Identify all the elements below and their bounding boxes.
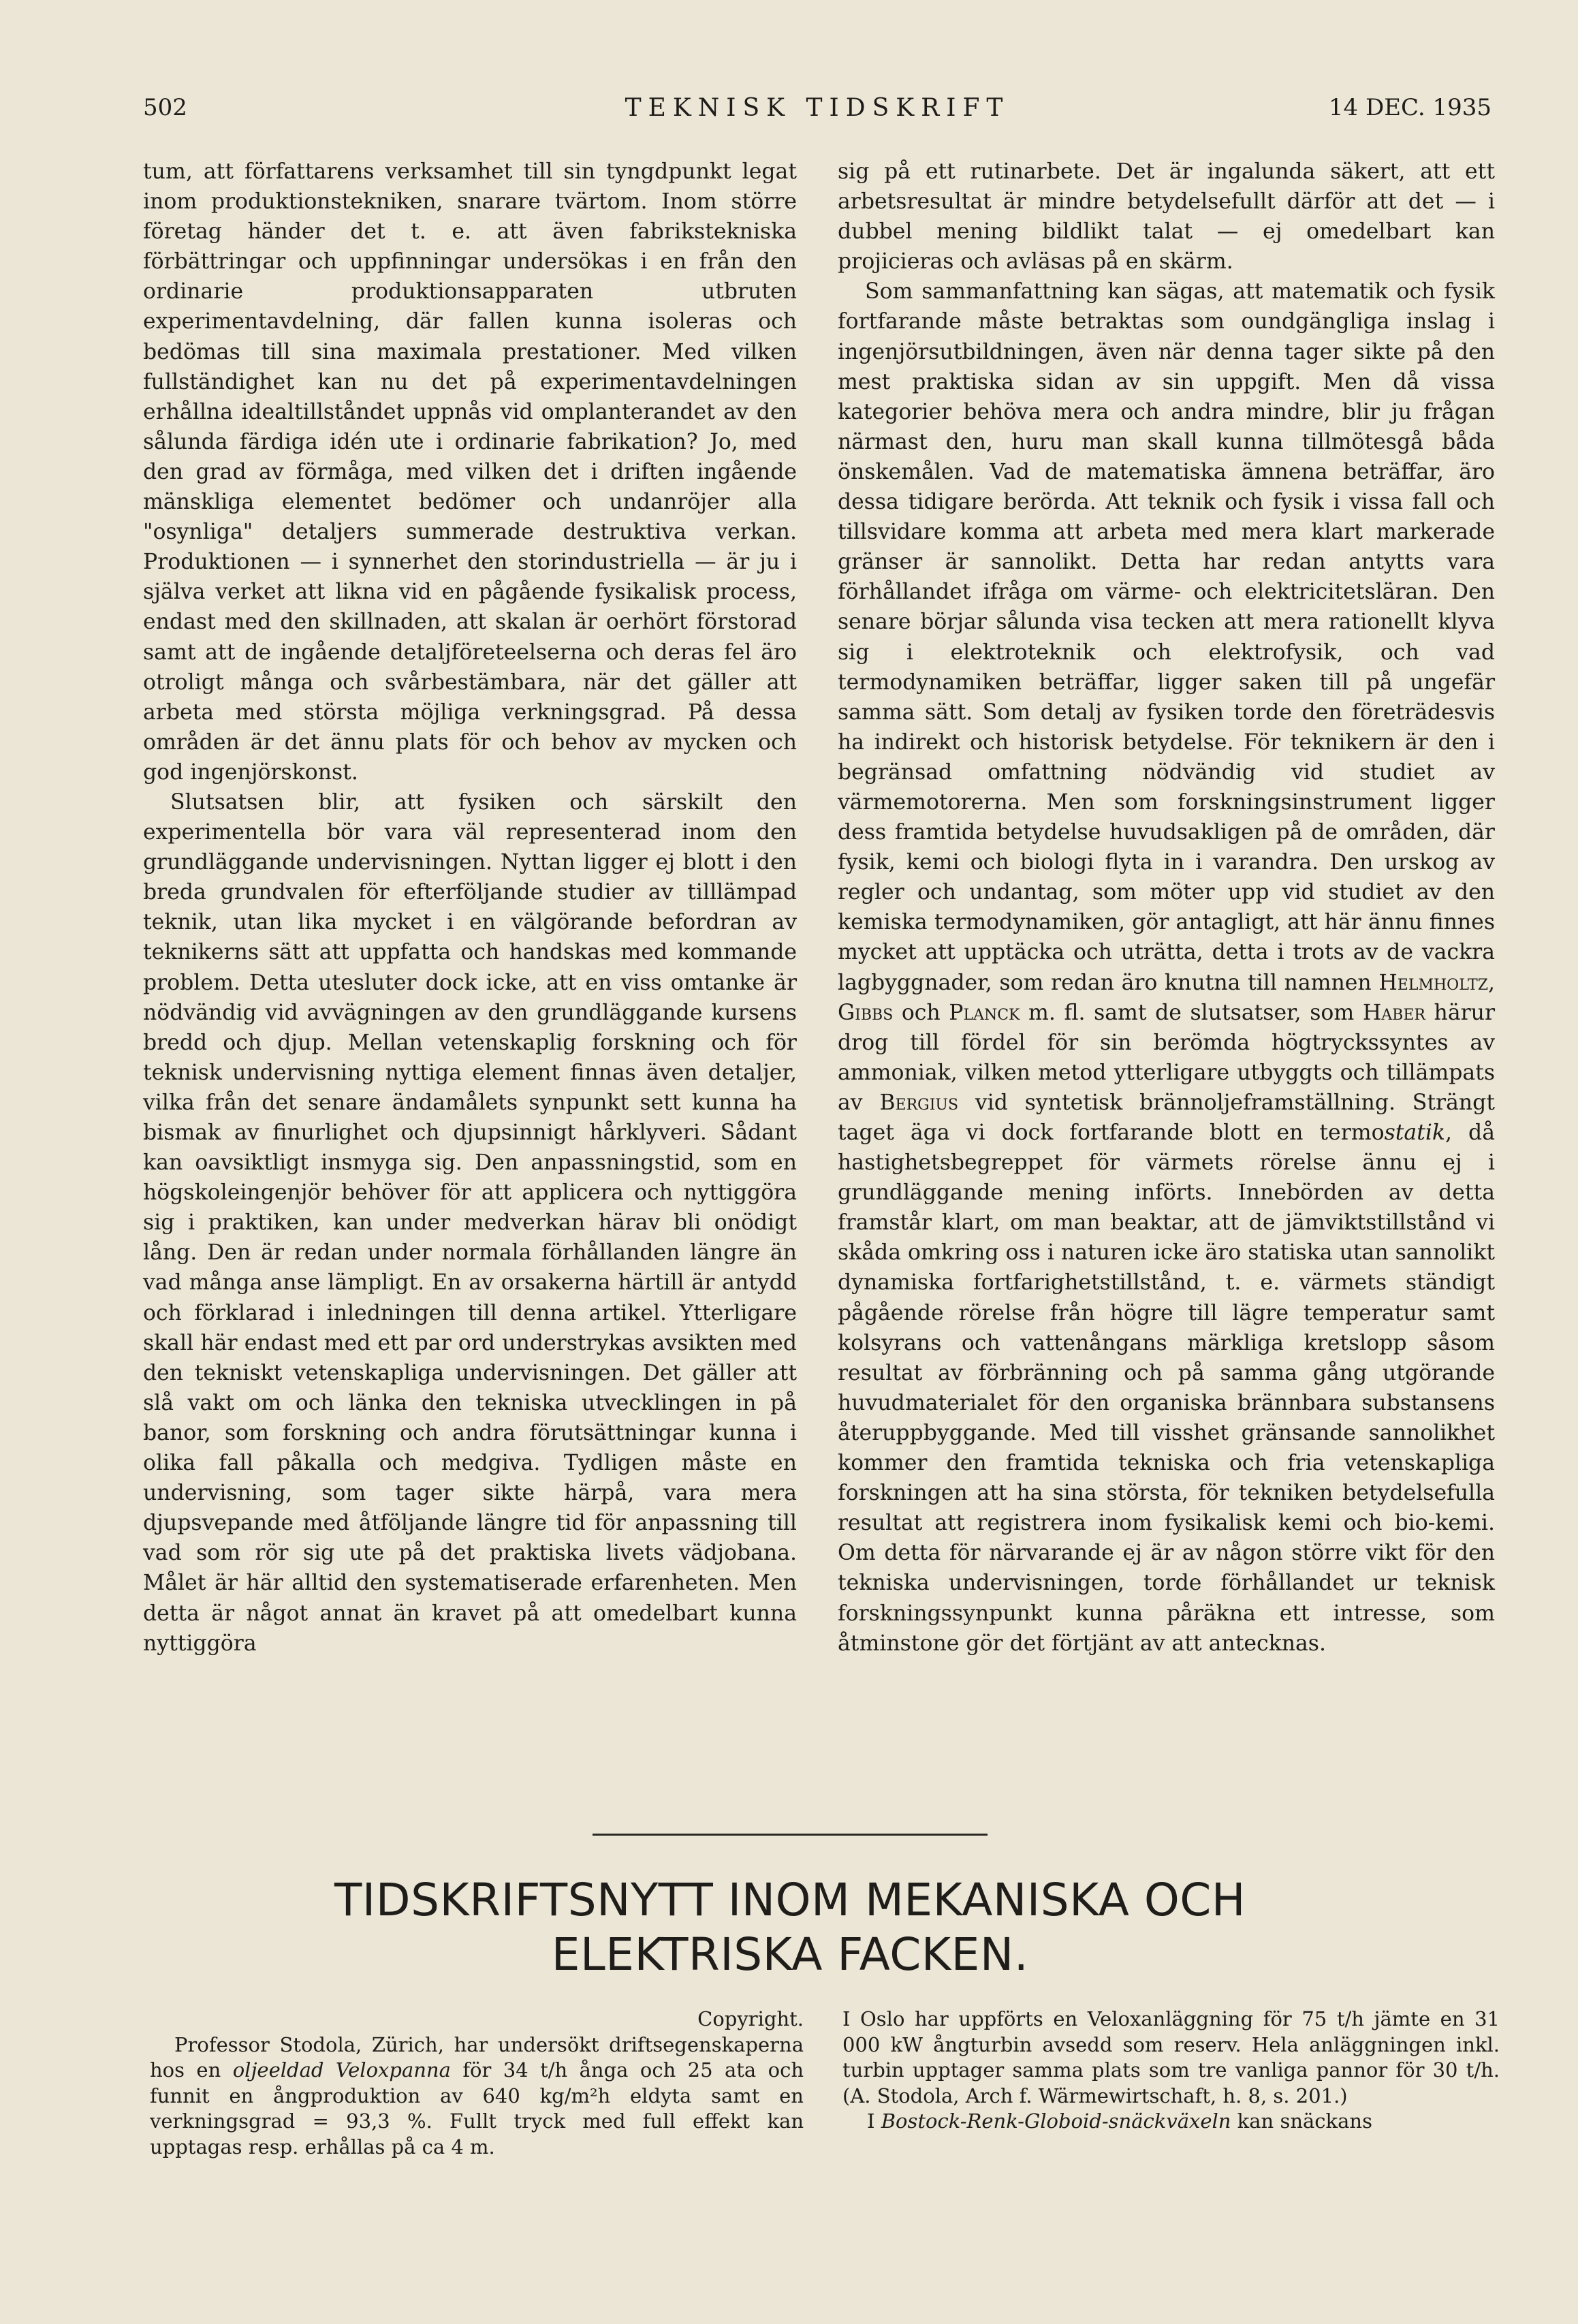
paragraph-text: för 34 t/h ånga och 25 ata och funnit en ångproduktion av 640 kg/m²h eldyta samt en verkningsgrad = 93,3 %. Fullt tryck med full effekt kan upptagas resp. erhållas på ca 4 m.	[150, 2058, 804, 2158]
name-helmholtz: Helmholtz	[1378, 970, 1488, 995]
paragraph-text: m. fl. samt de slutsatser, som	[1020, 1000, 1363, 1025]
left-column	[143, 157, 797, 1805]
paragraph-text: Som sammanfattning kan sägas, att matematik och fysik fortfarande måste betraktas som oundgängliga inslag i ingenjörsutbildningen, även när denna tager sikte på den mest praktiska sidan av sin uppgift. Men då vissa kategorier behöva mera och andra mindre, blir ju frågan närmast den, huru man skall kunna tillmötesgå båda önskemålen. Vad de matematiska ämnena beträffar, äro dessa tidigare berörda. Att teknik och fysik i vissa fall och tillsvidare komma att arbeta med mera klart markerade gränser är sannolikt. Detta har redan antytts vara förhållandet ifråga om värme- och elektricitetsläran. Den senare börjar sålunda visa tecken att mera rationellt klyva sig i elektroteknik och elektrofysik, och vad termodynamiken beträffar, ligger saken till på ungefär samma sätt. Som detalj av fysiken torde den företrädesvis ha indirekt och historisk betydelse. För teknikern är den i begränsad omfattning nödvändig vid studiet av värmemotorerna. Men som forskningsinstrument ligger dess framtida betydelse huvudsakligen på de områden, där fysik, kemi och biologi flyta in i varandra. Den urskog av regler och undantag, som möter upp vid studiet av den kemiska termodynamiken, gör antagligt, att här ännu finnes mycket att upptäcka och uträtta, detta i trots av de vackra lagbyggnader, som redan äro knutna till namnen	[838, 279, 1495, 995]
left-paragraph-2: Slutsatsen blir, att fysiken och särskilt den experimentella bör vara väl representerad inom den grundläggande undervisningen. Nyttan ligger ej blott i den breda grundvalen för efterföljande studier av tilllämpad teknik, utan lika mycket i en välgörande befordran av teknikerns sätt att uppfatta och handskas med kommande problem. Detta utesluter dock icke, att en viss omtanke är nödvändig vid avvägningen av den grundläggande kursens bredd och djup. Mellan vetenskaplig forskning och för teknisk undervisning nyttiga element finnas även detaljer, vilka från det senare ändamålets synpunkt sett kunna ha bismak av finurlighet och djupsinnigt hårklyveri. Sådant kan oavsiktligt insmyga sig. Den anpassningstid, som en högskoleingenjör behöver för att applicera och nyttiggöra sig i praktiken, kan under medverkan härav bli onödigt lång. Den är redan under normala förhållanden längre än vad många anse lämpligt. En av orsakerna härtill är antydd och förklarad i inledningen till denna artikel. Ytterligare skall här endast med ett par ord understrykas avsikten med den tekniskt vetenskapliga undervisningen. Det gäller att slå vakt om och länka den tekniska utvecklingen in på banor, som forskning och andra förutsättningar kunna i olika fall påkalla och medgiva. Tydligen måste en undervisning, som tager sikte härpå, vara mera djupsvepande med åtföljande längre tid för anpassning till vad som rör sig ute på det praktiska livets vädjobana. Målet är här alltid den systematiserade erfarenheten. Men detta är något annat än kravet på att omedelbart kunna nyttiggöra	[143, 789, 797, 1656]
name-gibbs: Gibbs	[838, 1000, 894, 1025]
paragraph-text: vid syntetisk brännoljeframställning. Strängt taget äga vi dock fortfarande blott en termo	[838, 1090, 1495, 1145]
separator: ,	[1487, 970, 1495, 995]
news-paragraph: I Oslo har uppförts en Veloxanläggning för 75 t/h jämte en 31 000 kW ångturbin avsedd som reserv. Hela anläggningen inkl. turbin upptager samma plats som tre vanliga pannor för 30 t/h. (A. Stodola, Arch f. Wärmewirtschaft, h. 8, s. 201.)	[842, 2007, 1500, 2107]
section-divider	[593, 1834, 988, 1836]
news-paragraph	[842, 2109, 1500, 2135]
news-paragraph	[150, 2032, 804, 2161]
name-planck: Planck	[949, 1000, 1020, 1025]
issue-date: 14 DEC. 1935	[1328, 94, 1492, 121]
right-paragraph-2	[838, 277, 1495, 1658]
italic-term: oljeeldad Veloxpanna	[232, 2058, 451, 2082]
paragraph-text: härur drog till fördel för sin berömda högtryckssyntes av ammoniak, vilken metod ytterligare utbyggts och tillämpats av	[838, 1000, 1495, 1115]
section-title-line-2: ELEKTRISKA FACKEN.	[551, 1928, 1029, 1981]
paragraph-text: , då hastighetsbegreppet för värmets rörelse ännu ej i grundläggande mening införts. Innebörden av detta framstår klart, om man beaktar, att de jämviktstillstånd vi skåda omkring oss i naturen icke äro statiska utan sannolikt dynamiska fortfarighetstillstånd, t. e. värmets ständigt pågående rörelse från högre till lägre temperatur samt kolsyrans och vattenångans märkliga kretslopp såsom resultat av förbränning och på samma gång utgörande huvudmaterialet för den organiska brännbara substansens återuppbyggande. Med till visshet gränsande sannolikhet kommer den framtida tekniska och fria vetenskapliga forskningen att ha sina största, för tekniken betydelsefulla resultat att registrera inom fysikalisk kemi och bio-kemi. Om detta för närvarande ej är av någon större vikt för den tekniska undervisningen, torde förhållandet ur teknisk forskningssynpunkt kunna påräkna ett intresse, som åtminstone gör det förtjänt av att antecknas.	[838, 1120, 1495, 1656]
page-number: 502	[143, 94, 187, 121]
right-paragraph-1: sig på ett rutinarbete. Det är ingalunda säkert, att ett arbetsresultat är mindre betydelsefullt därför att det — i dubbel mening bildlikt talat — ej omedelbart kan projicieras och avläsas på en skärm.	[838, 159, 1495, 274]
right-column	[838, 157, 1495, 1805]
page-header	[143, 94, 1492, 128]
news-right-column	[842, 2007, 1500, 2190]
italic-term: statik	[1384, 1120, 1446, 1145]
section-title-line-1: TIDSKRIFTSNYTT INOM MEKANISKA OCH	[334, 1874, 1246, 1926]
paragraph-text: I	[867, 2109, 881, 2133]
name-bergius: Bergius	[879, 1090, 959, 1115]
paragraph-text: kan snäckans	[1231, 2109, 1372, 2133]
news-left-column	[150, 2007, 804, 2190]
paragraph-text: Professor Stodola, Zürich, har undersökt driftsegenskaperna hos en	[150, 2032, 804, 2082]
section-title	[150, 1873, 1430, 1982]
italic-term: Bostock-Renk-Globoid-snäckväxeln	[881, 2109, 1231, 2133]
journal-title: TEKNISK TIDSKRIFT	[625, 94, 1010, 122]
left-paragraph-1: tum, att författarens verksamhet till sin tyngdpunkt legat inom produktionstekniken, snarare tvärtom. Inom större företag händer det t. e. att även fabrikstekniska förbättringar och uppfinningar undersökas i en från den ordinarie produktionsapparaten utbruten experimentavdelning, där fallen kunna isoleras och bedömas till sina maximala prestationer. Med vilken fullständighet kan nu det på experimentavdelningen erhållna idealtillståndet uppnås vid omplanterandet av den sålunda färdiga idén ute i ordinarie fabrikation? Jo, med den grad av förmåga, med vilken det i driften ingående mänskliga elementet bedömer och undanröjer alla "osynliga" detaljers summerade destruktiva verkan. Produktionen — i synnerhet den storindustriella — är ju i själva verket att likna vid en pågående fysikalisk process, endast med den skillnaden, att skalan är oerhört förstorad samt att de ingående detaljföreteelserna och deras fel äro otroligt många och svårbestämbara, när det gäller att arbeta med största möjliga verkningsgrad. På dessa områden är det ännu plats för och behov av mycken och god ingenjörskonst.	[143, 159, 797, 785]
name-haber: Haber	[1362, 1000, 1425, 1025]
separator: och	[893, 1000, 949, 1025]
copyright-notice: Copyright.	[697, 2007, 804, 2030]
